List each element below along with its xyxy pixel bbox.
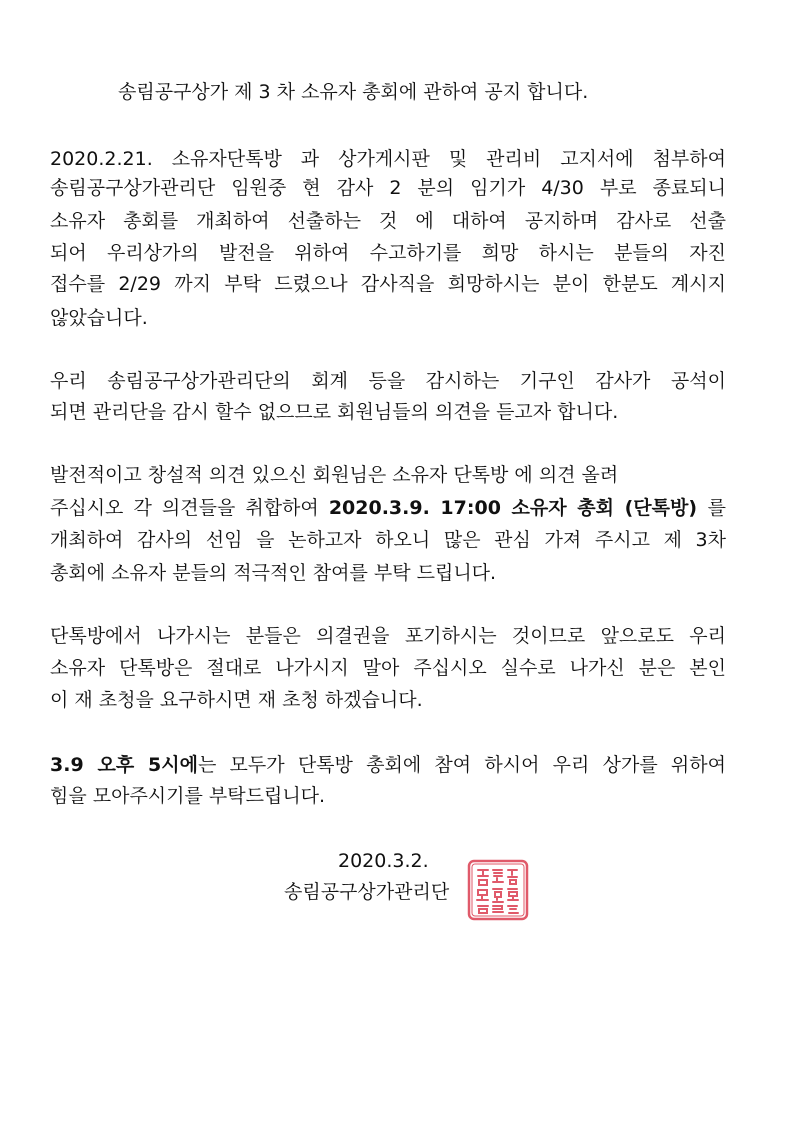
meeting-time-emphasis: 3.9 오후 5시에 [50, 754, 198, 776]
paragraph-line: 않았습니다. [50, 307, 148, 329]
meeting-datetime-emphasis: 2020.3.9. 17:00 소유자 총회 (단톡방) [328, 497, 708, 519]
paragraph-line-with-meeting-info [50, 496, 726, 520]
paragraph-line: 단톡방에서 나가시는 분들은 의결권을 포기하시는 것이므로 앞으로도 우리 [50, 625, 726, 647]
paragraph-line: 우리 송림공구상가관리단의 회계 등을 감시하는 기구인 감사가 공석이 [50, 370, 726, 392]
paragraph-line: 힘을 모아주시기를 부탁드립니다. [50, 785, 326, 807]
paragraph-line: 소유자 총회를 개최하여 선출하는 것 에 대하여 공지하며 감사로 선출 [50, 210, 726, 232]
paragraph-line: 되어 우리상가의 발전을 위하여 수고하기를 희망 하시는 분들의 자진 [50, 242, 726, 264]
notice-title: 송림공구상가 제 3 차 소유자 총회에 관하여 공지 합니다. [118, 81, 589, 103]
paragraph-line: 총회에 소유자 분들의 적극적인 참여를 부탁 드립니다. [50, 562, 497, 584]
text-segment: 주십시오 각 의견들을 취합하여 [50, 497, 329, 519]
paragraph-line: 발전적이고 창설적 의견 있으신 회원님은 소유자 단톡방 에 의견 올려 [50, 464, 619, 486]
paragraph-line: 접수를 2/29 까지 부탁 드렸으나 감사직을 희망하시는 분이 한분도 계시지 [50, 273, 726, 295]
organization-seal [466, 858, 530, 922]
paragraph-line: 소유자 단톡방은 절대로 나가시지 말아 주십시오 실수로 나가신 분은 본인 [50, 657, 726, 679]
paragraph-line: 이 재 초청을 요구하시면 재 초청 하겠습니다. [50, 689, 423, 711]
paragraph-line: 되면 관리단을 감시 할수 없으므로 회원님들의 의견을 듣고자 합니다. [50, 401, 619, 423]
text-segment: 는 모두가 단톡방 총회에 참여 하시어 우리 상가를 위하여 [197, 754, 726, 776]
notice-date: 2020.3.2. [338, 850, 429, 872]
text-segment: 를 [707, 497, 726, 519]
paragraph-line: 2020.2.21. 소유자단톡방 과 상가게시판 및 관리비 고지서에 첨부하여 [50, 148, 726, 170]
organization-name: 송림공구상가관리단 [284, 881, 450, 903]
paragraph-line-with-time [50, 753, 726, 777]
paragraph-line: 개최하여 감사의 선임 을 논하고자 하오니 많은 관심 가져 주시고 제 3차 [50, 529, 726, 551]
paragraph-line: 송림공구상가관리단 임원중 현 감사 2 분의 임기가 4/30 부로 종료되니 [50, 177, 726, 199]
